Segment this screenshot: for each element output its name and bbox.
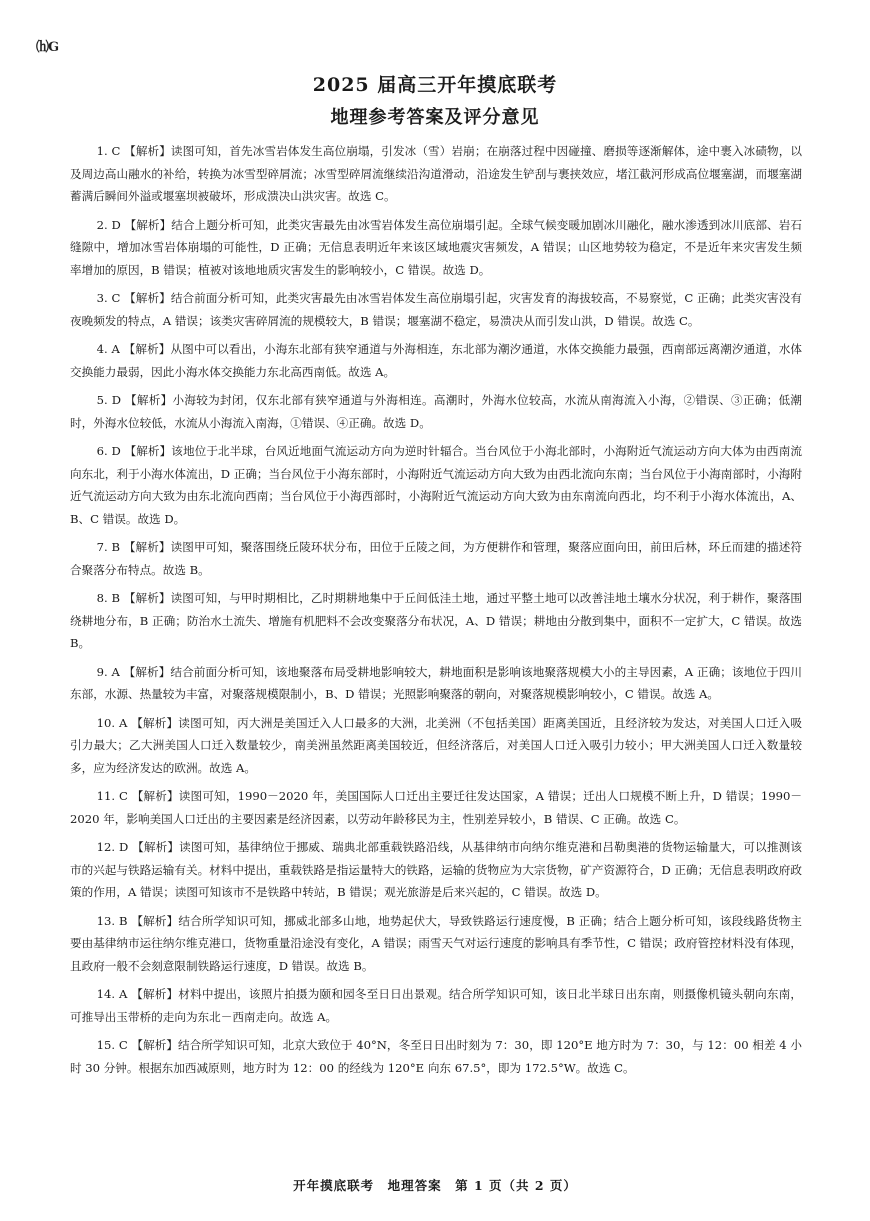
answer-item-13: 13. B 【解析】结合所学知识可知，挪威北部多山地，地势起伏大，导致铁路运行速度慢，B 正确；结合上题分析可知，该段线路货物主要由基律纳市运往纳尔维克港口，货物重量沿途没有变化，A 错误；雨雪天气对运行速度的影响具有季节性，C 错误；政府管控材料没有体现，且政府一般不会刻意限制铁路运行速度，D 错误。故选 B。 (70, 913, 802, 973)
answer-item-12: 12. D 【解析】读图可知，基律纳位于挪威、瑞典北部重载铁路沿线，从基律纳市向纳尔维克港和吕勒奥港的货物运输量大，可以推测该市的兴起与铁路运输有关。材料中提出，重载铁路是指运量特大的铁路，运输的货物应为大宗货物，矿产资源符合，D 正确；无信息表明政府政策的作用，A 错误；读图可知该市不是铁路中转站，B 错误；观光旅游是后来兴起的，C 错误。故选 D。 (70, 840, 802, 899)
answer-item-9: 9. A 【解析】结合前面分析可知，该地聚落布局受耕地影响较大，耕地面积是影响该地聚落规模大小的主导因素，A 正确；该地位于四川东部，水源、热量较为丰富，对聚落规模限制小，B、D 错误；光照影响聚落的朝向，对聚落规模影响较小，C 错误。故选 A。 (70, 664, 802, 701)
answer-list (70, 140, 802, 1085)
answer-item-1: 1. C 【解析】读图可知，首先冰雪岩体发生高位崩塌，引发冰（雪）岩崩；在崩落过程中因碰撞、磨损等逐渐解体，途中裹入冰碛物，以及周边高山融水的补给，转换为冰雪型碎屑流；冰雪型碎屑流继续沿沟道滑动，沿途发生铲刮与裹挟效应，堵江截河形成高位堰塞湖，而堰塞湖蓄满后瞬间外溢或堰塞坝被破坏，形成溃决山洪灾害。故选 C。 (70, 144, 802, 203)
answer-item-3: 3. C 【解析】结合前面分析可知，此类灾害最先由冰雪岩体发生高位崩塌引起，灾害发育的海拔较高，不易察觉，C 正确；此类灾害没有夜晚频发的特点，A 错误；该类灾害碎屑流的规模较大，B 错误；堰塞湖不稳定，易溃决从而引发山洪，D 错误。故选 C。 (70, 291, 802, 328)
publisher-logo: ⒣G (36, 40, 59, 55)
page-footer: 开年摸底联考 地理答案 第 1 页（共 2 页） (293, 1178, 577, 1193)
page-title: 2025 届高三开年摸底联考 (312, 74, 558, 96)
page-subtitle: 地理参考答案及评分意见 (330, 107, 540, 128)
answer-item-8: 8. B 【解析】读图可知，与甲时期相比，乙时期耕地集中于丘间低洼土地，通过平整土地可以改善洼地土壤水分状况，利于耕作，聚落围绕耕地分布，B 正确；防治水土流失、增施有机肥料不会改变聚落分布状况，A、D 错误；耕地由分散到集中，面积不一定扩大，C 错误。故选 B。 (70, 591, 802, 650)
answer-item-2: 2. D 【解析】结合上题分析可知，此类灾害最先由冰雪岩体发生高位崩塌引起。全球气候变暖加剧冰川融化，融水渗透到冰川底部、岩石缝隙中，增加冰雪岩体崩塌的可能性，D 正确；无信息表明近年来该区域地震灾害频发，A 错误；山区地势较为稳定，不是近年来灾害发生频率增加的原因，B 错误；植被对该地地质灾害发生的影响较小，C 错误。故选 D。 (70, 217, 802, 277)
answer-item-15: 15. C 【解析】结合所学知识可知，北京大致位于 40°N，冬至日日出时刻为 7：30，即 120°E 地方时为 7：30，与 12：00 相差 4 小时 30 分钟。根据东加西减原则，地方时为 12：00 的经线为 120°E 向东 67.5°，即为 172.5°W。故选 C。 (70, 1038, 802, 1075)
answer-item-5: 5. D 【解析】小海较为封闭，仅东北部有狭窄通道与外海相连。高潮时，外海水位较高，水流从南海流入小海，②错误、③正确；低潮时，外海水位较低，水流从小海流入南海，①错误、④正确。故选 D。 (70, 393, 802, 430)
answer-item-6: 6. D 【解析】该地位于北半球，台风近地面气流运动方向为逆时针辐合。当台风位于小海北部时，小海附近气流运动方向大体为由西南流向东北，利于小海水体流出，D 正确；当台风位于小海东部时，小海附近气流运动方向大致为由西北流向东南；当台风位于小海南部时，小海附近气流运动方向大致为由东北流向西南；当台风位于小海西部时，小海附近气流运动方向大致为由东南流向西北，均不利于小海水体流出，A、B、C 错误。故选 D。 (70, 444, 802, 526)
answer-item-11: 11. C 【解析】读图可知，1990－2020 年，美国国际人口迁出主要迁往发达国家，A 错误；迁出人口规模不断上升，D 错误；1990－2020 年，影响美国人口迁出的主要因素是经济因素，以劳动年龄移民为主，性别差异较小，B 错误、C 正确。故选 C。 (70, 789, 802, 826)
answer-item-14: 14. A 【解析】材料中提出，该照片拍摄为颐和园冬至日日出景观。结合所学知识可知，该日北半球日出东南，则摄像机镜头朝向东南，可推导出玉带桥的走向为东北－西南走向。故选 A。 (70, 987, 802, 1024)
answer-item-10: 10. A 【解析】读图可知，丙大洲是美国迁入人口最多的大洲，北美洲（不包括美国）距离美国近，且经济较为发达，对美国人口迁入吸引力最大；乙大洲美国人口迁入数量较少，南美洲虽然距离美国较近，但经济落后，对美国人口迁入吸引力较小；甲大洲美国人口迁入数量较多，应为经济发达的欧洲。故选 A。 (70, 715, 802, 775)
answer-item-7: 7. B 【解析】读图甲可知，聚落围绕丘陵环状分布，田位于丘陵之间，为方便耕作和管理，聚落应面向田，前田后林，环丘而建的描述符合聚落分布特点。故选 B。 (70, 540, 802, 577)
answer-item-4: 4. A 【解析】从图中可以看出，小海东北部有狭窄通道与外海相连，东北部为潮汐通道，水体交换能力最强，西南部远离潮汐通道，水体交换能力最弱，因此小海水体交换能力东北高西南低。故选 A。 (70, 342, 802, 379)
